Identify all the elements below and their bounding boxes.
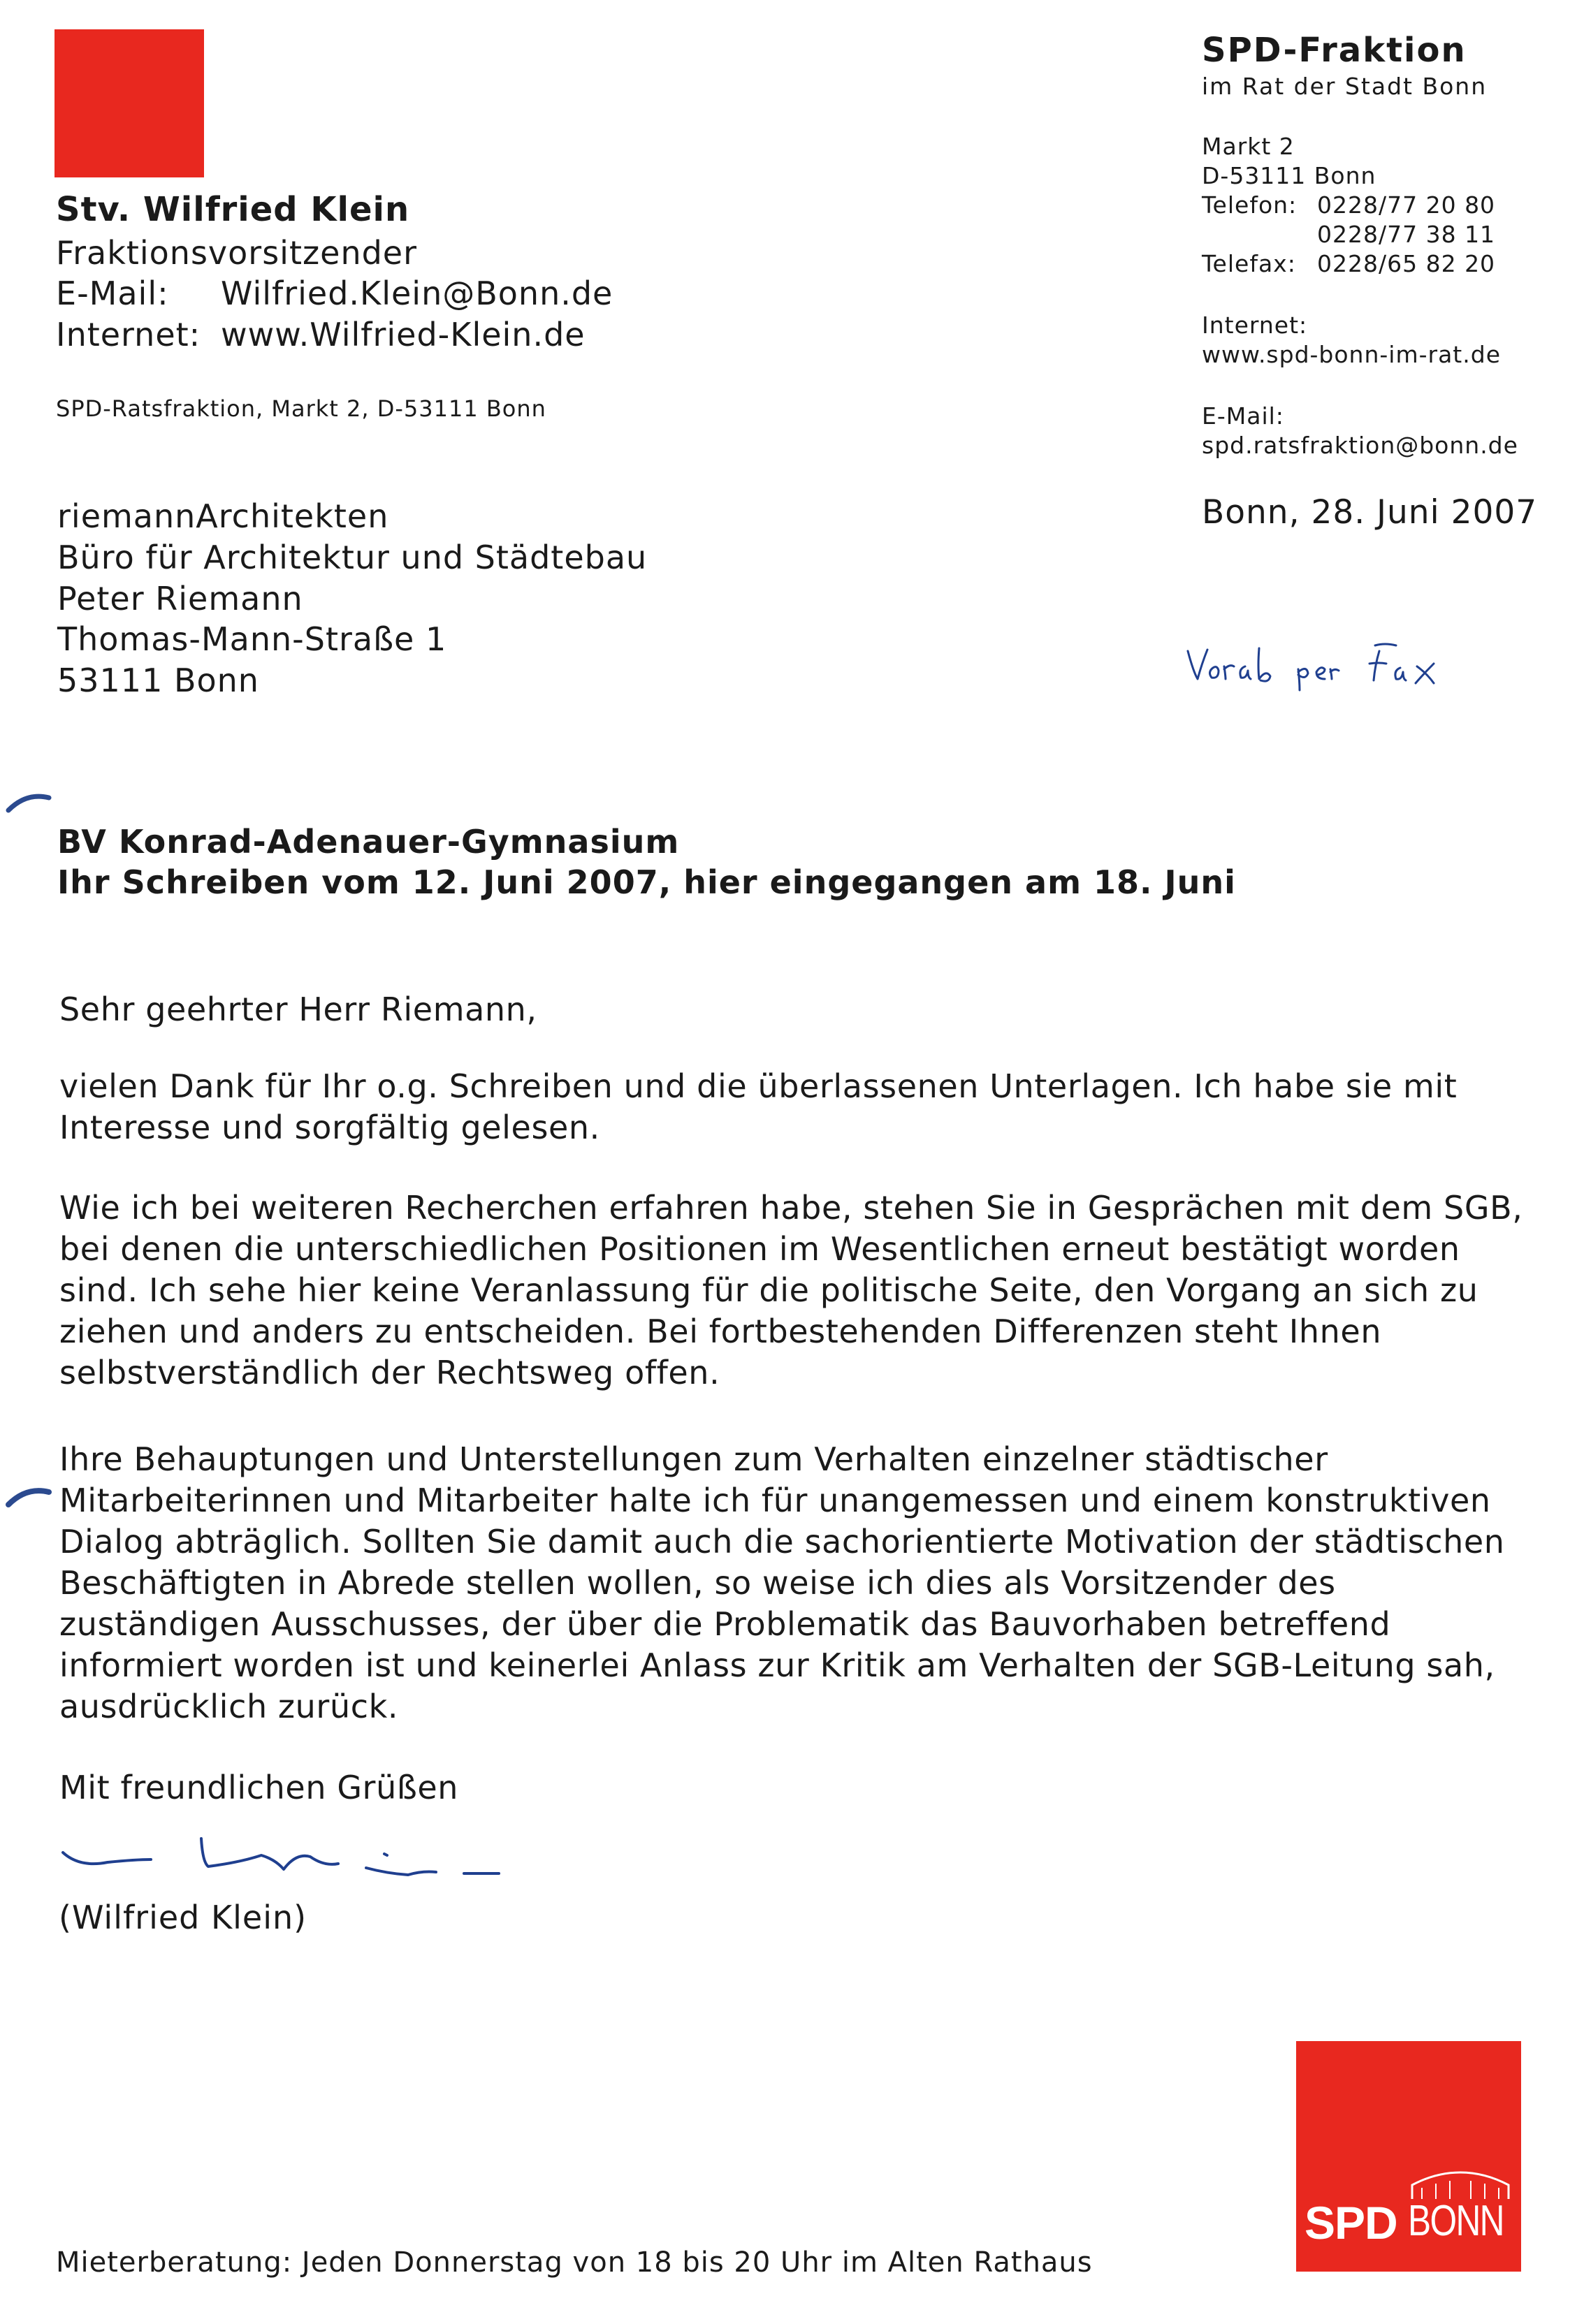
signer-name: (Wilfried Klein) xyxy=(59,1899,307,1936)
org-phone-line-2 xyxy=(1202,221,1495,248)
closing: Mit freundlichen Grüßen xyxy=(59,1769,459,1806)
sender-name: Stv. Wilfried Klein xyxy=(56,190,410,229)
sender-role: Fraktionsvorsitzender xyxy=(56,234,418,272)
logo-city-text: BONN xyxy=(1408,2197,1504,2245)
org-phone-1: 0228/77 20 80 xyxy=(1317,191,1496,219)
org-name: SPD-Fraktion xyxy=(1202,31,1467,70)
red-square-mark xyxy=(55,29,204,177)
sender-email: Wilfried.Klein@Bonn.de xyxy=(221,275,613,312)
body-paragraph-2: Wie ich bei weiteren Recherchen erfahren habe, stehen Sie in Gesprächen mit dem SGB, bei denen die unterschiedlichen Positionen im Wesentlichen erneut bestätigt worden sind. Ich sehe hier keine Veranlassung für die politische Seite, den Vorgang an sich zu ziehen und anders zu entscheiden. Bei fortbestehenden Differenzen steht Ihnen selbstverständlich der Rechtsweg offen. xyxy=(59,1189,1523,1391)
scan-mark xyxy=(6,789,55,817)
sender-web-label: Internet: xyxy=(56,316,201,353)
subject-line-1: BV Konrad-Adenauer-Gymnasium xyxy=(57,823,680,861)
org-street: Markt 2 xyxy=(1202,133,1295,160)
subject-line-2: Ihr Schreiben vom 12. Juni 2007, hier eingegangen am 18. Juni xyxy=(57,863,1236,901)
org-phone-label: Telefon: xyxy=(1202,191,1298,219)
recipient-street: Thomas-Mann-Straße 1 xyxy=(57,620,447,658)
scan-mark xyxy=(6,1484,55,1512)
org-email: spd.ratsfraktion@bonn.de xyxy=(1202,432,1518,459)
return-address: SPD-Ratsfraktion, Markt 2, D-53111 Bonn xyxy=(56,395,546,422)
body-paragraph-3: Ihre Behauptungen und Unterstellungen zum Verhalten einzelner städtischer Mitarbeiterinnen und Mitarbeiter halte ich für unangemessen und einem konstruktiven Dialog abträglich. Sollten Sie damit auch die sachorientierte Motivation der städtischen Beschäftigten in Abrede stellen wollen, so weise ich dies als Vorsitzender des zuständigen Ausschusses, der über die Problematik das Bauvorhaben betreffend informiert worden ist und keinerlei Anlass zur Kritik am Verhalten der SGB-Leitung sah, ausdrücklich zurück. xyxy=(59,1440,1505,1725)
sender-web: www.Wilfried-Klein.de xyxy=(221,316,586,353)
sender-email-label: E-Mail: xyxy=(56,275,169,312)
letter-date: Bonn, 28. Juni 2007 xyxy=(1202,493,1538,532)
org-fax-line xyxy=(1202,250,1495,277)
sender-email-line xyxy=(56,275,613,312)
org-phone-line xyxy=(1202,191,1495,219)
org-city: D-53111 Bonn xyxy=(1202,162,1376,189)
body-paragraph-1: vielen Dank für Ihr o.g. Schreiben und die überlassenen Unterlagen. Ich habe sie mit Interesse und sorgfältig gelesen. xyxy=(59,1067,1458,1146)
org-subtitle: im Rat der Stadt Bonn xyxy=(1202,73,1488,100)
org-internet-label: Internet: xyxy=(1202,312,1308,339)
org-fax-label: Telefax: xyxy=(1202,250,1296,277)
signature xyxy=(59,1832,506,1887)
handwritten-note xyxy=(1181,636,1460,699)
salutation: Sehr geehrter Herr Riemann, xyxy=(59,991,537,1028)
org-phone-2: 0228/77 38 11 xyxy=(1317,221,1496,248)
recipient-company: riemannArchitekten xyxy=(57,497,389,535)
org-fax: 0228/65 82 20 xyxy=(1317,250,1496,277)
footer-note: Mieterberatung: Jeden Donnerstag von 18 bis 20 Uhr im Alten Rathaus xyxy=(56,2246,1093,2279)
recipient-person: Peter Riemann xyxy=(57,580,303,617)
sender-web-line xyxy=(56,316,586,353)
org-internet: www.spd-bonn-im-rat.de xyxy=(1202,341,1501,368)
recipient-company-desc: Büro für Architektur und Städtebau xyxy=(57,539,648,576)
org-email-label: E-Mail: xyxy=(1202,402,1284,430)
logo-party-text: SPD xyxy=(1305,2197,1397,2249)
recipient-city: 53111 Bonn xyxy=(57,662,259,699)
spd-bonn-logo xyxy=(1296,2041,1521,2272)
